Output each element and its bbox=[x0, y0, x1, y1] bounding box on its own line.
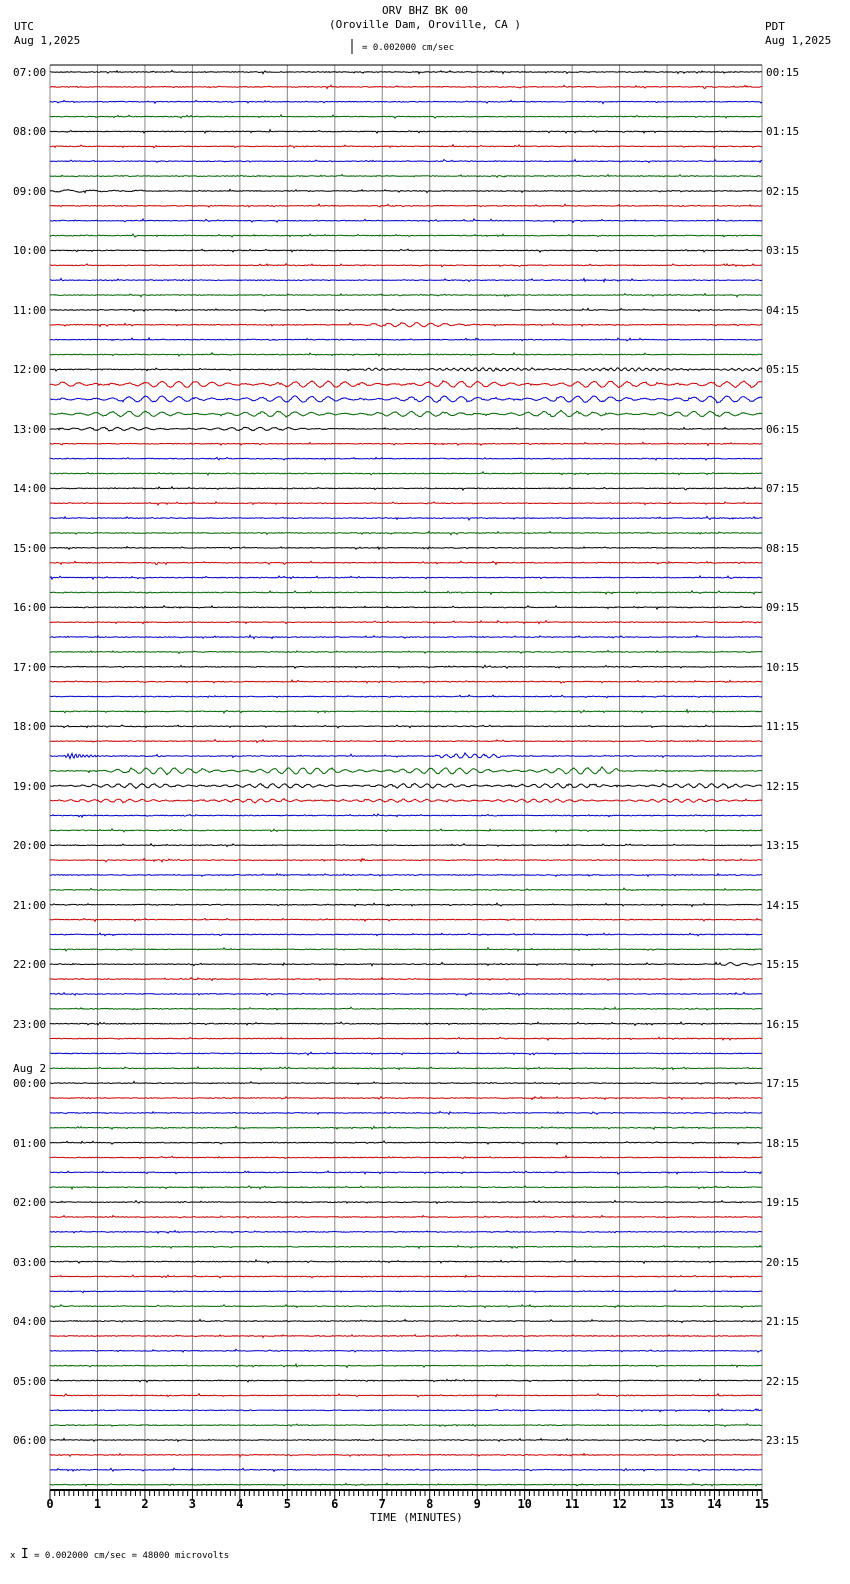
seismic-trace bbox=[50, 516, 762, 520]
seismic-trace bbox=[50, 1231, 762, 1234]
seismic-trace bbox=[50, 1186, 762, 1189]
x-tick-label: 12 bbox=[612, 1497, 627, 1511]
date-change-label: Aug 2 bbox=[13, 1062, 47, 1076]
scale-label: = 0.002000 cm/sec bbox=[362, 43, 455, 53]
seismic-trace bbox=[50, 1216, 762, 1219]
seismic-trace bbox=[50, 1171, 762, 1174]
seismic-trace bbox=[50, 1409, 762, 1412]
pdt-hour-label: 19:15 bbox=[766, 1196, 800, 1210]
seismic-trace bbox=[50, 680, 762, 683]
seismic-trace bbox=[50, 368, 762, 371]
seismic-trace bbox=[50, 487, 762, 490]
seismic-trace bbox=[50, 1022, 762, 1025]
pdt-hour-label: 17:15 bbox=[766, 1077, 800, 1091]
utc-hour-label: 17:00 bbox=[13, 660, 47, 674]
seismic-trace bbox=[50, 650, 762, 653]
pdt-hour-label: 14:15 bbox=[766, 898, 800, 912]
utc-hour-label: 09:00 bbox=[13, 184, 47, 198]
left-timezone: UTC bbox=[14, 20, 34, 33]
seismic-trace bbox=[50, 635, 762, 638]
pdt-hour-label: 10:15 bbox=[766, 660, 800, 674]
pdt-hour-label: 21:15 bbox=[766, 1315, 800, 1329]
seismic-trace bbox=[50, 874, 762, 877]
pdt-hour-label: 15:15 bbox=[766, 958, 800, 972]
seismic-trace bbox=[50, 115, 762, 118]
seismic-trace bbox=[50, 1364, 762, 1367]
seismic-trace bbox=[50, 189, 762, 192]
seismic-trace bbox=[50, 1483, 762, 1486]
seismic-trace bbox=[50, 1156, 762, 1159]
seismic-trace bbox=[50, 1141, 762, 1144]
station-location: (Oroville Dam, Oroville, CA ) bbox=[328, 18, 522, 31]
seismic-trace bbox=[50, 308, 762, 311]
seismic-trace bbox=[50, 1320, 762, 1323]
pdt-hour-label: 02:15 bbox=[766, 184, 800, 198]
seismic-trace bbox=[50, 948, 762, 951]
seismic-trace bbox=[50, 204, 762, 207]
seismic-trace bbox=[50, 1394, 762, 1397]
seismic-trace bbox=[50, 978, 762, 981]
utc-hour-label: 16:00 bbox=[13, 601, 47, 615]
pdt-hour-label: 06:15 bbox=[766, 422, 800, 436]
seismic-trace bbox=[50, 70, 762, 73]
seismic-trace bbox=[50, 740, 762, 743]
pdt-hour-label: 09:15 bbox=[766, 601, 800, 615]
utc-hour-label: 13:00 bbox=[13, 422, 47, 436]
x-tick-label: 9 bbox=[473, 1497, 481, 1511]
pdt-hour-label: 16:15 bbox=[766, 1017, 800, 1031]
seismic-trace bbox=[50, 1246, 762, 1249]
seismic-trace bbox=[50, 888, 762, 890]
x-tick-label: 10 bbox=[517, 1497, 532, 1511]
utc-hour-label: 18:00 bbox=[13, 720, 47, 734]
seismic-trace bbox=[50, 621, 762, 624]
left-date: Aug 1,2025 bbox=[14, 34, 81, 47]
seismic-trace bbox=[50, 814, 762, 817]
seismic-trace bbox=[50, 1290, 762, 1293]
seismic-trace bbox=[50, 829, 762, 832]
seismic-trace bbox=[50, 1335, 762, 1338]
seismic-trace bbox=[50, 249, 762, 252]
seismic-trace bbox=[50, 933, 762, 936]
utc-hour-label: 14:00 bbox=[13, 482, 47, 496]
utc-hour-label: 12:00 bbox=[13, 363, 47, 377]
utc-hour-label: 19:00 bbox=[13, 779, 47, 793]
utc-hour-label: 20:00 bbox=[13, 839, 47, 853]
pdt-hour-label: 08:15 bbox=[766, 541, 800, 555]
seismic-trace bbox=[50, 175, 762, 178]
seismic-trace bbox=[50, 1052, 762, 1055]
utc-hour-label: 00:00 bbox=[13, 1077, 47, 1091]
seismic-trace bbox=[50, 859, 762, 862]
seismic-trace bbox=[50, 279, 762, 282]
seismic-trace bbox=[50, 992, 762, 995]
seismic-trace bbox=[50, 427, 762, 431]
right-timezone: PDT bbox=[765, 20, 785, 33]
seismic-trace bbox=[50, 410, 762, 417]
utc-hour-label: 02:00 bbox=[13, 1196, 47, 1210]
x-axis-label: TIME (MINUTES) bbox=[370, 1511, 463, 1524]
pdt-hour-label: 20:15 bbox=[766, 1255, 800, 1269]
utc-hour-label: 11:00 bbox=[13, 303, 47, 317]
seismic-trace bbox=[50, 219, 762, 222]
seismic-trace bbox=[50, 665, 762, 668]
seismic-trace bbox=[50, 338, 762, 341]
seismic-trace bbox=[50, 1275, 762, 1278]
station-title: ORV BHZ BK 00 bbox=[381, 4, 469, 17]
seismic-trace bbox=[50, 606, 762, 609]
utc-hour-label: 06:00 bbox=[13, 1434, 47, 1448]
seismic-trace bbox=[50, 903, 762, 906]
utc-hour-label: 03:00 bbox=[13, 1255, 47, 1269]
seismic-trace bbox=[50, 753, 762, 759]
x-tick-label: 5 bbox=[283, 1497, 291, 1511]
seismic-trace bbox=[50, 1424, 762, 1427]
pdt-hour-label: 18:15 bbox=[766, 1136, 800, 1150]
seismic-trace bbox=[50, 442, 762, 445]
utc-hour-label: 01:00 bbox=[13, 1136, 47, 1150]
seismic-trace bbox=[50, 1201, 762, 1204]
footer-scale-label: = 0.002000 cm/sec = 48000 microvolts bbox=[34, 1551, 230, 1561]
seismic-trace bbox=[50, 85, 762, 88]
seismic-trace bbox=[50, 1081, 762, 1084]
seismic-trace bbox=[50, 1112, 762, 1115]
seismic-trace bbox=[50, 1468, 762, 1471]
utc-hour-label: 10:00 bbox=[13, 244, 47, 258]
pdt-hour-label: 22:15 bbox=[766, 1374, 800, 1388]
x-tick-label: 0 bbox=[46, 1497, 54, 1511]
seismic-trace bbox=[50, 844, 762, 847]
footer-marker: x bbox=[10, 1551, 16, 1561]
pdt-hour-label: 05:15 bbox=[766, 363, 800, 377]
pdt-hour-label: 13:15 bbox=[766, 839, 800, 853]
utc-hour-label: 04:00 bbox=[13, 1315, 47, 1329]
seismic-trace bbox=[50, 1067, 762, 1070]
seismic-trace bbox=[50, 1126, 762, 1129]
pdt-hour-label: 23:15 bbox=[766, 1434, 800, 1448]
seismic-trace bbox=[50, 323, 762, 327]
seismic-trace bbox=[50, 1037, 762, 1040]
seismic-trace bbox=[50, 1097, 762, 1100]
seismic-trace bbox=[50, 725, 762, 728]
x-tick-label: 2 bbox=[141, 1497, 149, 1511]
pdt-hour-label: 00:15 bbox=[766, 66, 800, 79]
seismic-trace bbox=[50, 294, 762, 297]
seismic-trace bbox=[50, 1349, 762, 1352]
x-tick-label: 8 bbox=[426, 1497, 434, 1511]
seismic-trace bbox=[50, 502, 762, 505]
x-tick-label: 6 bbox=[331, 1497, 339, 1511]
seismic-trace bbox=[50, 353, 762, 356]
seismic-trace bbox=[50, 962, 762, 965]
seismic-trace bbox=[50, 457, 762, 460]
pdt-hour-label: 04:15 bbox=[766, 303, 800, 317]
pdt-hour-label: 11:15 bbox=[766, 720, 800, 734]
seismic-trace bbox=[50, 919, 762, 922]
x-tick-label: 13 bbox=[659, 1497, 675, 1511]
seismic-trace bbox=[50, 130, 762, 133]
seismic-trace bbox=[50, 695, 762, 698]
seismic-trace bbox=[50, 100, 762, 103]
utc-hour-label: 23:00 bbox=[13, 1017, 47, 1031]
seismic-trace bbox=[50, 561, 762, 564]
utc-hour-label: 21:00 bbox=[13, 898, 47, 912]
seismic-trace bbox=[50, 1379, 762, 1382]
pdt-hour-label: 07:15 bbox=[766, 482, 800, 496]
seismic-trace bbox=[50, 1305, 762, 1308]
x-tick-label: 14 bbox=[707, 1497, 722, 1511]
seismic-trace bbox=[50, 1260, 762, 1263]
seismic-trace bbox=[50, 472, 762, 475]
seismic-trace bbox=[50, 576, 762, 579]
seismic-trace bbox=[50, 234, 762, 237]
seismic-trace bbox=[50, 160, 762, 163]
seismic-trace bbox=[50, 1439, 762, 1442]
seismic-trace bbox=[50, 710, 762, 713]
pdt-hour-label: 12:15 bbox=[766, 779, 800, 793]
utc-hour-label: 08:00 bbox=[13, 125, 47, 139]
seismic-trace bbox=[50, 145, 762, 148]
seismic-trace bbox=[50, 531, 762, 534]
footer-scale: x I = 0.002000 cm/sec = 48000 microvolts bbox=[10, 1547, 230, 1562]
pdt-hour-label: 03:15 bbox=[766, 244, 800, 258]
x-tick-label: 1 bbox=[93, 1497, 102, 1511]
x-tick-label: 7 bbox=[378, 1497, 386, 1511]
seismic-trace bbox=[50, 591, 762, 595]
seismic-trace bbox=[50, 1454, 762, 1457]
seismic-trace bbox=[50, 396, 762, 403]
x-tick-label: 15 bbox=[754, 1497, 770, 1511]
x-tick-label: 4 bbox=[236, 1497, 244, 1511]
seismic-trace bbox=[50, 547, 762, 550]
utc-hour-label: 05:00 bbox=[13, 1374, 47, 1388]
x-tick-label: 11 bbox=[564, 1497, 580, 1511]
utc-hour-label: 22:00 bbox=[13, 958, 47, 972]
seismic-trace bbox=[50, 381, 762, 388]
seismic-trace bbox=[50, 799, 762, 804]
right-date: Aug 1,2025 bbox=[765, 34, 832, 47]
pdt-hour-label: 01:15 bbox=[766, 125, 800, 139]
seismic-trace bbox=[50, 767, 762, 775]
seismic-trace bbox=[50, 264, 762, 267]
x-tick-label: 3 bbox=[188, 1497, 197, 1511]
seismic-trace bbox=[50, 1007, 762, 1010]
utc-hour-label: 07:00 bbox=[13, 66, 47, 79]
utc-hour-label: 15:00 bbox=[13, 541, 47, 555]
seismic-trace bbox=[50, 784, 762, 789]
